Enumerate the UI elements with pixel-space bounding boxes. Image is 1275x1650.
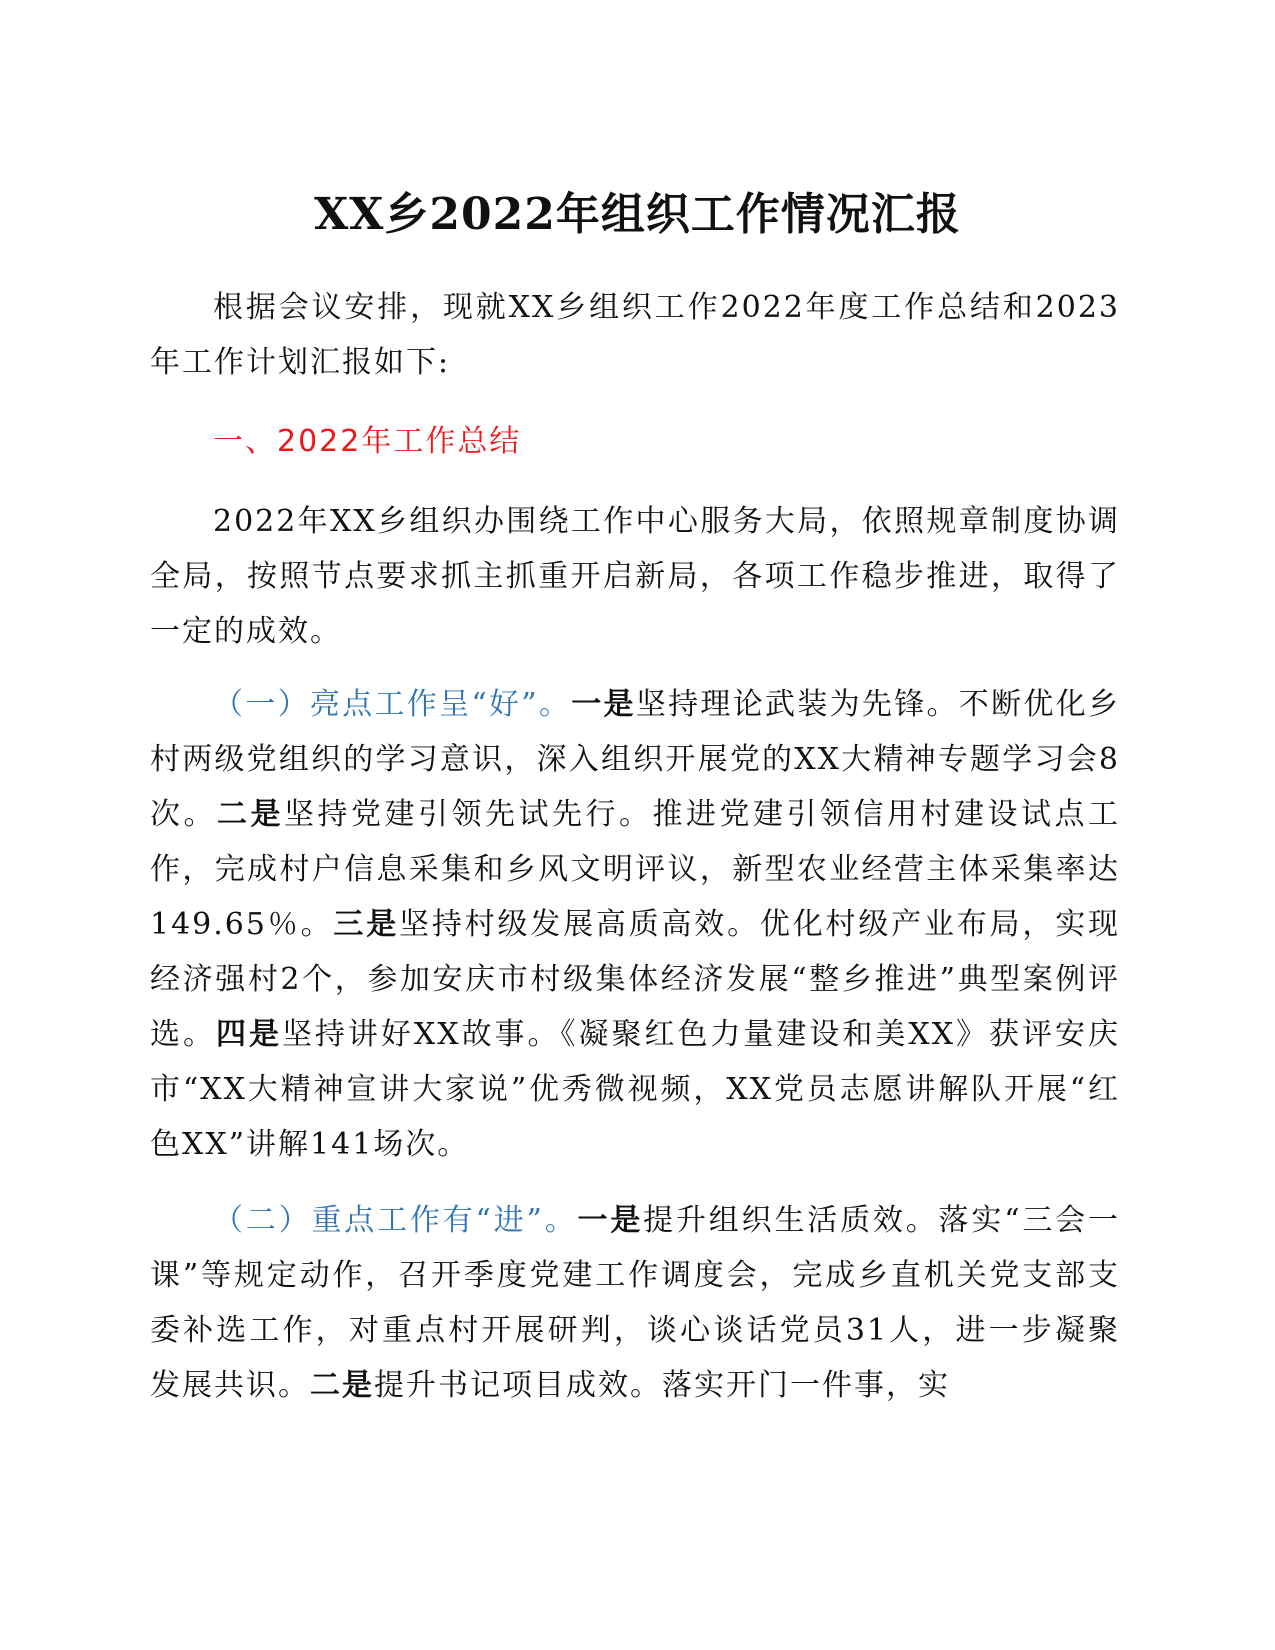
point-text: 坚持理论武装为先锋。不断优化乡村两级党组织的学习意识，深入组织开展党的XX大精神专题学习会8次。 — [150, 687, 1120, 832]
subsection-2-heading: （二）重点工作有“进”。 — [213, 1203, 578, 1238]
keyword: 三是 — [333, 907, 400, 942]
point-text: 提升书记项目成效。落实开门一件事，实 — [374, 1368, 950, 1403]
subsection-2 — [150, 1193, 1120, 1413]
keyword: 一是 — [571, 687, 636, 722]
subsection-1-heading: （一）亮点工作呈“好”。 — [213, 687, 572, 722]
summary-paragraph — [150, 494, 1120, 659]
keyword: 一是 — [577, 1203, 644, 1238]
subsection-1-paragraph — [150, 677, 1120, 1172]
section-1-heading: 一、2022年工作总结 — [213, 424, 522, 459]
intro-text: 根据会议安排，现就XX乡组织工作2022年度工作总结和2023年工作计划汇报如下: — [150, 290, 1120, 380]
keyword: 四是 — [215, 1017, 282, 1052]
section-heading-1 — [150, 414, 1120, 469]
keyword: 二是 — [217, 797, 284, 832]
point-text: 提升组织生活质效。落实“三会一课”等规定动作，召开季度党建工作调度会，完成乡直机关党支部支委补选工作，对重点村开展研判，谈心谈话党员31人，进一步凝聚发展共识。 — [150, 1203, 1120, 1403]
point-text: 坚持讲好XX故事。《凝聚红色力量建设和美XX》获评安庆市“XX大精神宣讲大家说”优秀微视频，XX党员志愿讲解队开展“红色XX”讲解141场次。 — [150, 1017, 1120, 1162]
point-text: 坚持党建引领先试先行。推进党建引领信用村建设试点工作，完成村户信息采集和乡风文明评议，新型农业经营主体采集率达149.65％。 — [150, 797, 1120, 942]
subsection-1 — [150, 677, 1120, 1172]
intro-paragraph — [150, 280, 1120, 390]
keyword: 二是 — [310, 1368, 374, 1403]
subsection-2-paragraph — [150, 1193, 1120, 1413]
document-title: XX乡2022年组织工作情况汇报 — [314, 189, 961, 240]
point-text: 坚持村级发展高质高效。优化村级产业布局，实现经济强村2个，参加安庆市村级集体经济发展“整乡推进”典型案例评选。 — [150, 907, 1121, 1052]
summary-text: 2022年XX乡组织办围绕工作中心服务大局，依照规章制度协调全局，按照节点要求抓主抓重开启新局，各项工作稳步推进，取得了一定的成效。 — [150, 504, 1120, 649]
